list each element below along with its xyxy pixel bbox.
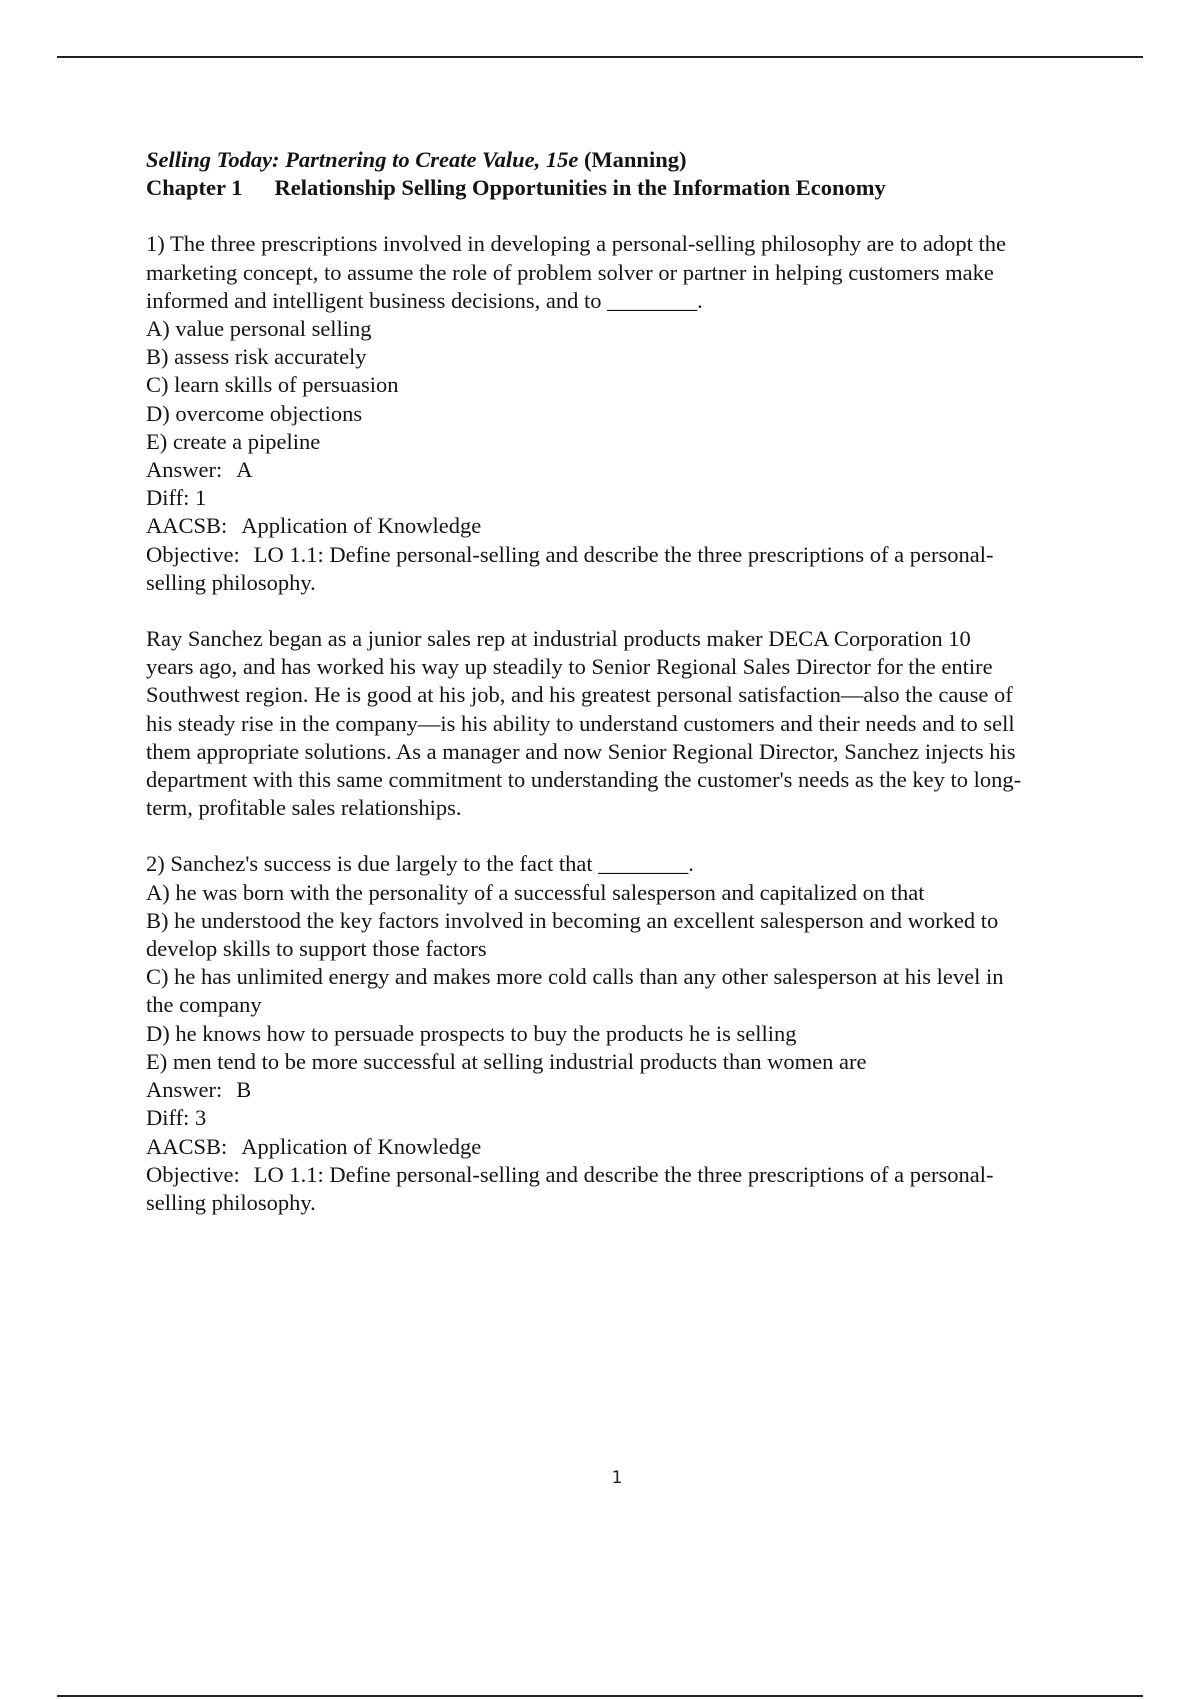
aacsb-value: Application of Knowledge — [241, 513, 482, 539]
book-author: (Manning) — [583, 147, 687, 172]
scenario-line: them appropriate solutions. As a manager and now Senior Regional Director, Sanchez injects his — [146, 738, 1016, 764]
answer-option-e: E) create a pipeline — [146, 428, 321, 454]
answer-option-b: B) he understood the key factors involved in becoming an excellent salesperson and worked to — [146, 907, 999, 933]
answer-option-b: B) assess risk accurately — [146, 344, 367, 370]
chapter-title: Relationship Selling Opportunities in the Information Economy — [274, 175, 886, 201]
answer-option-c-continuation: the company — [146, 992, 262, 1018]
difficulty-line: Diff: 3 — [146, 1105, 207, 1131]
scenario-line: Ray Sanchez began as a junior sales rep at industrial products maker DECA Corporation 10 — [146, 626, 971, 652]
book-title: Selling Today: Partnering to Create Value, 15e — [146, 147, 579, 172]
answer-label: Answer: — [146, 1077, 223, 1103]
bottom-rule — [57, 1695, 1143, 1697]
aacsb-value: Application of Knowledge — [241, 1133, 482, 1159]
top-rule — [57, 56, 1143, 58]
aacsb-line — [146, 1133, 1086, 1161]
answer-label: Answer: — [146, 457, 223, 483]
answer-line — [146, 1076, 1086, 1104]
question-stem-line: informed and intelligent business decisions, and to ________. — [146, 287, 703, 313]
objective-continuation: selling philosophy. — [146, 1189, 316, 1215]
answer-option-c: C) learn skills of persuasion — [146, 372, 399, 398]
aacsb-label: AACSB: — [146, 1133, 228, 1159]
chapter-heading — [146, 174, 1086, 202]
objective-text: LO 1.1: Define personal-selling and describe the three prescriptions of a personal- — [253, 1161, 994, 1187]
answer-option-d: D) he knows how to persuade prospects to buy the products he is selling — [146, 1020, 797, 1046]
answer-option-b-continuation: develop skills to support those factors — [146, 936, 487, 962]
answer-option-a: A) he was born with the personality of a successful salesperson and capitalized on that — [146, 879, 925, 905]
answer-value: B — [236, 1077, 252, 1103]
question-stem-line: 1) The three prescriptions involved in developing a personal-selling philosophy are to adopt the — [146, 231, 1006, 257]
question-2 — [146, 850, 1086, 1217]
scenario-line: term, profitable sales relationships. — [146, 795, 462, 821]
objective-line — [146, 1161, 1086, 1189]
objective-text: LO 1.1: Define personal-selling and describe the three prescriptions of a personal- — [253, 541, 994, 567]
page-number: 1 — [611, 1468, 623, 1488]
aacsb-label: AACSB: — [146, 513, 228, 539]
answer-option-c: C) he has unlimited energy and makes more cold calls than any other salesperson at his level in — [146, 964, 1004, 990]
scenario-paragraph — [146, 625, 1086, 822]
answer-value: A — [236, 457, 253, 483]
answer-option-a: A) value personal selling — [146, 316, 372, 342]
question-stem-line: marketing concept, to assume the role of problem solver or partner in helping customers make — [146, 259, 994, 285]
objective-continuation: selling philosophy. — [146, 569, 316, 595]
difficulty-line: Diff: 1 — [146, 485, 207, 511]
scenario-line: years ago, and has worked his way up steadily to Senior Regional Sales Director for the entire — [146, 654, 993, 680]
answer-line — [146, 456, 1086, 484]
question-stem-line: 2) Sanchez's success is due largely to the fact that ________. — [146, 851, 694, 877]
document-body — [146, 146, 1086, 1217]
scenario-line: department with this same commitment to understanding the customer's needs as the key to long- — [146, 767, 1022, 793]
chapter-label: Chapter 1 — [146, 175, 243, 201]
objective-line — [146, 541, 1086, 569]
aacsb-line — [146, 512, 1086, 540]
objective-label: Objective: — [146, 541, 240, 567]
objective-label: Objective: — [146, 1161, 240, 1187]
book-title-line — [146, 146, 1086, 174]
answer-option-d: D) overcome objections — [146, 400, 363, 426]
scenario-line: Southwest region. He is good at his job, and his greatest personal satisfaction—also the cause of — [146, 682, 1013, 708]
answer-option-e: E) men tend to be more successful at selling industrial products than women are — [146, 1048, 867, 1074]
scenario-line: his steady rise in the company—is his ability to understand customers and their needs and to sell — [146, 710, 1015, 736]
question-1 — [146, 230, 1086, 597]
